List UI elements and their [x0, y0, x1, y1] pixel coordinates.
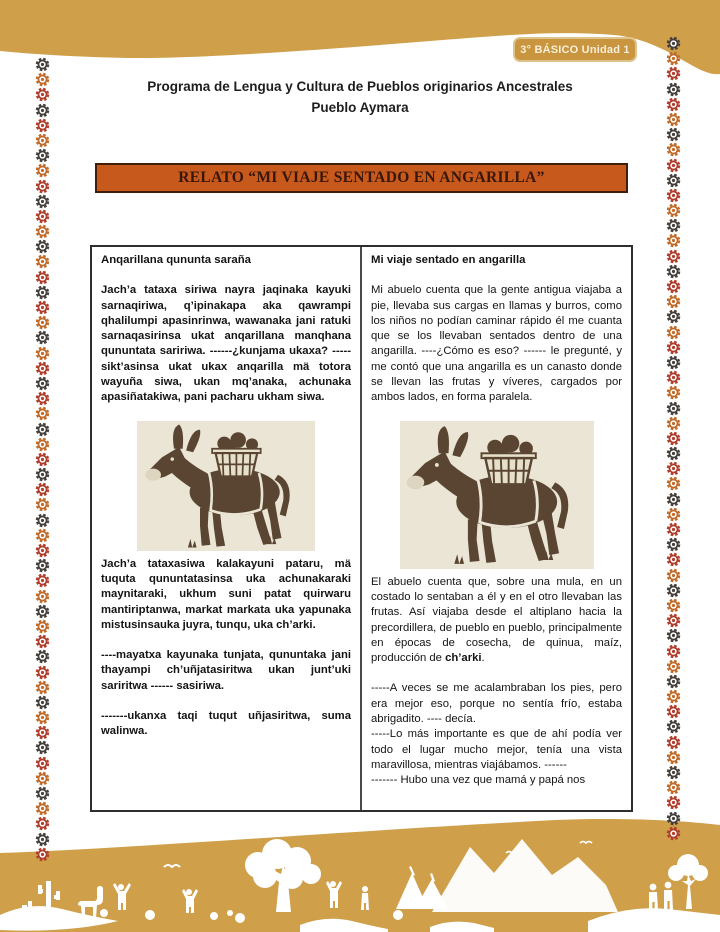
gear-motif-icon: [35, 133, 50, 148]
gear-motif-icon: [35, 558, 50, 573]
spanish-paragraph-1: Mi abuelo cuenta que la gente antigua viajaba a pie, llevaba sus cargas en llamas y burros, como los niños no podían caminar rápido él me cuanta que se los llevaban sentados dentro de una angarilla. ----¿Cómo es eso? ------ le pregunté, y me contó que una angarilla es un canasto donde se llevan las frutas y víveres, cargados por ambos lados, en forma paralela.: [371, 284, 622, 404]
gear-motif-icon: [35, 634, 50, 649]
story-title-banner: [95, 163, 628, 193]
program-title: Programa de Lengua y Cultura de Pueblos originarios Ancestrales: [147, 79, 573, 94]
gear-motif-icon: [666, 188, 681, 203]
gear-motif-icon: [666, 659, 681, 674]
gear-motif-icon: [35, 346, 50, 361]
spanish-paragraph-3: -----A veces se me acalambraban los pies, pero era mejor eso, porque no sentía frío, estaba abrigadito. ---- decía.: [371, 682, 622, 726]
gear-motif-icon: [35, 649, 50, 664]
spanish-column: [362, 247, 631, 810]
gear-motif-icon: [35, 771, 50, 786]
bottom-landscape-art: [0, 817, 720, 932]
gear-motif-icon: [666, 552, 681, 567]
story-title-text: RELATO “MI VIAJE SENTADO EN ANGARILLA”: [178, 169, 545, 186]
gear-motif-icon: [666, 598, 681, 613]
gear-motif-icon: [35, 376, 50, 391]
gear-motif-icon: [35, 467, 50, 482]
gear-motif-icon: [666, 218, 681, 233]
gear-motif-icon: [35, 315, 50, 330]
gear-motif-icon: [35, 437, 50, 452]
gear-motif-icon: [666, 719, 681, 734]
gear-motif-icon: [666, 355, 681, 370]
gear-motif-icon: [666, 583, 681, 598]
gear-motif-icon: [666, 233, 681, 248]
gear-motif-icon: [35, 285, 50, 300]
gear-motif-icon: [35, 756, 50, 771]
gear-motif-icon: [666, 689, 681, 704]
gear-motif-icon: [666, 826, 681, 841]
gear-motif-icon: [35, 665, 50, 680]
gear-motif-icon: [666, 674, 681, 689]
unit-badge: [513, 37, 637, 62]
gear-motif-icon: [35, 194, 50, 209]
gear-motif-icon: [35, 118, 50, 133]
donkey-illustration-right: [400, 421, 594, 569]
aymara-paragraph-4: -------ukanxa taqi tuqut uñjasiritwa, suma walinwa.: [101, 710, 351, 738]
gear-motif-icon: [666, 158, 681, 173]
aymara-heading: Anqarillana qununta saraña: [101, 254, 252, 266]
gear-motif-icon: [666, 264, 681, 279]
unit-badge-label: 3° BÁSICO Unidad 1: [520, 43, 630, 56]
gear-motif-icon: [666, 36, 681, 51]
gear-motif-icon: [666, 142, 681, 157]
gear-motif-icon: [666, 735, 681, 750]
gear-motif-icon: [666, 446, 681, 461]
gear-motif-icon: [666, 780, 681, 795]
gear-motif-icon: [35, 270, 50, 285]
gear-motif-icon: [666, 750, 681, 765]
gear-motif-icon: [666, 127, 681, 142]
gear-motif-icon: [666, 461, 681, 476]
pueblo-subtitle: Pueblo Aymara: [311, 100, 409, 115]
gear-motif-icon: [35, 573, 50, 588]
charki-bold-term: ch’arki: [445, 652, 482, 665]
gear-motif-icon: [35, 604, 50, 619]
gear-motif-icon: [35, 695, 50, 710]
gear-motif-icon: [35, 300, 50, 315]
spanish-paragraph-2-text: El abuelo cuenta que, sobre una mula, en un costado lo sentaban a él y en el otro llevaban las frutas. Así viajaba desde el altiplano hacia la precordillera, de pueblo en pueblo, principalmente en épocas de cosecha, de quinua, maíz, producción de: [371, 575, 622, 665]
gear-motif-icon: [666, 431, 681, 446]
story-table: [90, 245, 633, 812]
gear-motif-icon: [35, 725, 50, 740]
gear-motif-icon: [666, 249, 681, 264]
gear-motif-icon: [666, 173, 681, 188]
gear-motif-icon: [35, 391, 50, 406]
gear-motif-icon: [35, 528, 50, 543]
gear-motif-icon: [35, 589, 50, 604]
aymara-paragraph-3: ----mayatxa kayunaka tunjata, qununtaka jani thayampi ch’uñjatasiritwa ukan junt’uki sariritwa ------ sasiriwa.: [101, 649, 351, 692]
gear-motif-icon: [35, 209, 50, 224]
gear-motif-icon: [666, 340, 681, 355]
gear-motif-icon: [666, 492, 681, 507]
spanish-paragraph-2: [371, 575, 622, 667]
gear-motif-icon: [35, 740, 50, 755]
gear-motif-icon: [666, 325, 681, 340]
gear-motif-icon: [666, 476, 681, 491]
aymara-column: [92, 247, 362, 810]
gear-motif-icon: [666, 765, 681, 780]
gear-motif-icon: [35, 179, 50, 194]
gear-motif-icon: [666, 704, 681, 719]
gear-motif-icon: [35, 680, 50, 695]
gear-motif-icon: [35, 816, 50, 831]
gear-motif-icon: [35, 406, 50, 421]
gear-motif-icon: [666, 795, 681, 810]
spanish-paragraph-5: ------- Hubo una vez que mamá y papá nos: [371, 774, 586, 787]
document-header: [0, 76, 720, 118]
gear-motif-icon: [35, 224, 50, 239]
gear-motif-icon: [35, 482, 50, 497]
gear-motif-icon: [666, 613, 681, 628]
gear-motif-icon: [35, 847, 50, 862]
gear-motif-icon: [666, 51, 681, 66]
gear-motif-icon: [35, 57, 50, 72]
gear-motif-icon: [666, 279, 681, 294]
gear-motif-icon: [666, 416, 681, 431]
ethnic-border-left: [35, 57, 50, 862]
gear-motif-icon: [35, 786, 50, 801]
gear-motif-icon: [666, 294, 681, 309]
donkey-illustration-left: [137, 421, 315, 551]
gear-motif-icon: [666, 537, 681, 552]
gear-motif-icon: [35, 832, 50, 847]
gear-motif-icon: [666, 522, 681, 537]
gear-motif-icon: [666, 385, 681, 400]
gear-motif-icon: [35, 254, 50, 269]
gear-motif-icon: [666, 644, 681, 659]
gear-motif-icon: [35, 361, 50, 376]
ethnic-border-right: [666, 36, 681, 841]
gear-motif-icon: [35, 619, 50, 634]
gear-motif-icon: [666, 811, 681, 826]
gear-motif-icon: [35, 148, 50, 163]
gear-motif-icon: [666, 203, 681, 218]
gear-motif-icon: [35, 513, 50, 528]
aymara-paragraph-1: Jach’a tataxa siriwa nayra jaqinaka kayuki sarnaqiriwa, q’ipinakapa aka qawrampi qhalilumpi apasinrinwa, wawanaka jani ratuki sarnaqasirinsa ukat anqarillana manqhana qununtata saririwa. ------¿kunjama ukaxa? ----- sikt’asinsa ukat ukax anqarilla mä totora wayuña siwa, ukan mq’anaka, achunaka apasiñatakiwa, pani pacharu ukham siwa.: [101, 284, 351, 404]
gear-motif-icon: [35, 330, 50, 345]
spanish-heading: Mi viaje sentado en angarilla: [371, 254, 526, 266]
gear-motif-icon: [35, 801, 50, 816]
gear-motif-icon: [35, 710, 50, 725]
gear-motif-icon: [666, 370, 681, 385]
gear-motif-icon: [666, 309, 681, 324]
spanish-paragraph-2-end: .: [481, 652, 485, 665]
gear-motif-icon: [666, 401, 681, 416]
gear-motif-icon: [35, 239, 50, 254]
gear-motif-icon: [35, 543, 50, 558]
spanish-paragraph-4: -----Lo más importante es que de ahí podía ver todo el lugar mucho mejor, tenía una vista maravillosa, mientras viajábamos. ------: [371, 728, 622, 771]
gear-motif-icon: [666, 507, 681, 522]
gear-motif-icon: [35, 452, 50, 467]
gear-motif-icon: [666, 628, 681, 643]
gear-motif-icon: [35, 163, 50, 178]
gear-motif-icon: [35, 497, 50, 512]
aymara-paragraph-2: Jach’a tataxasiwa kalakayuni pataru, mä tuquta qununtatasinsa uka achunakaraki maynitaraki, ukhum suni patat quirwaru mantiriptanwa, markat markata uka yapunaka mistusinsauka juyra, tunqu, uka ch’arki.: [101, 557, 351, 631]
gear-motif-icon: [35, 422, 50, 437]
gear-motif-icon: [666, 568, 681, 583]
